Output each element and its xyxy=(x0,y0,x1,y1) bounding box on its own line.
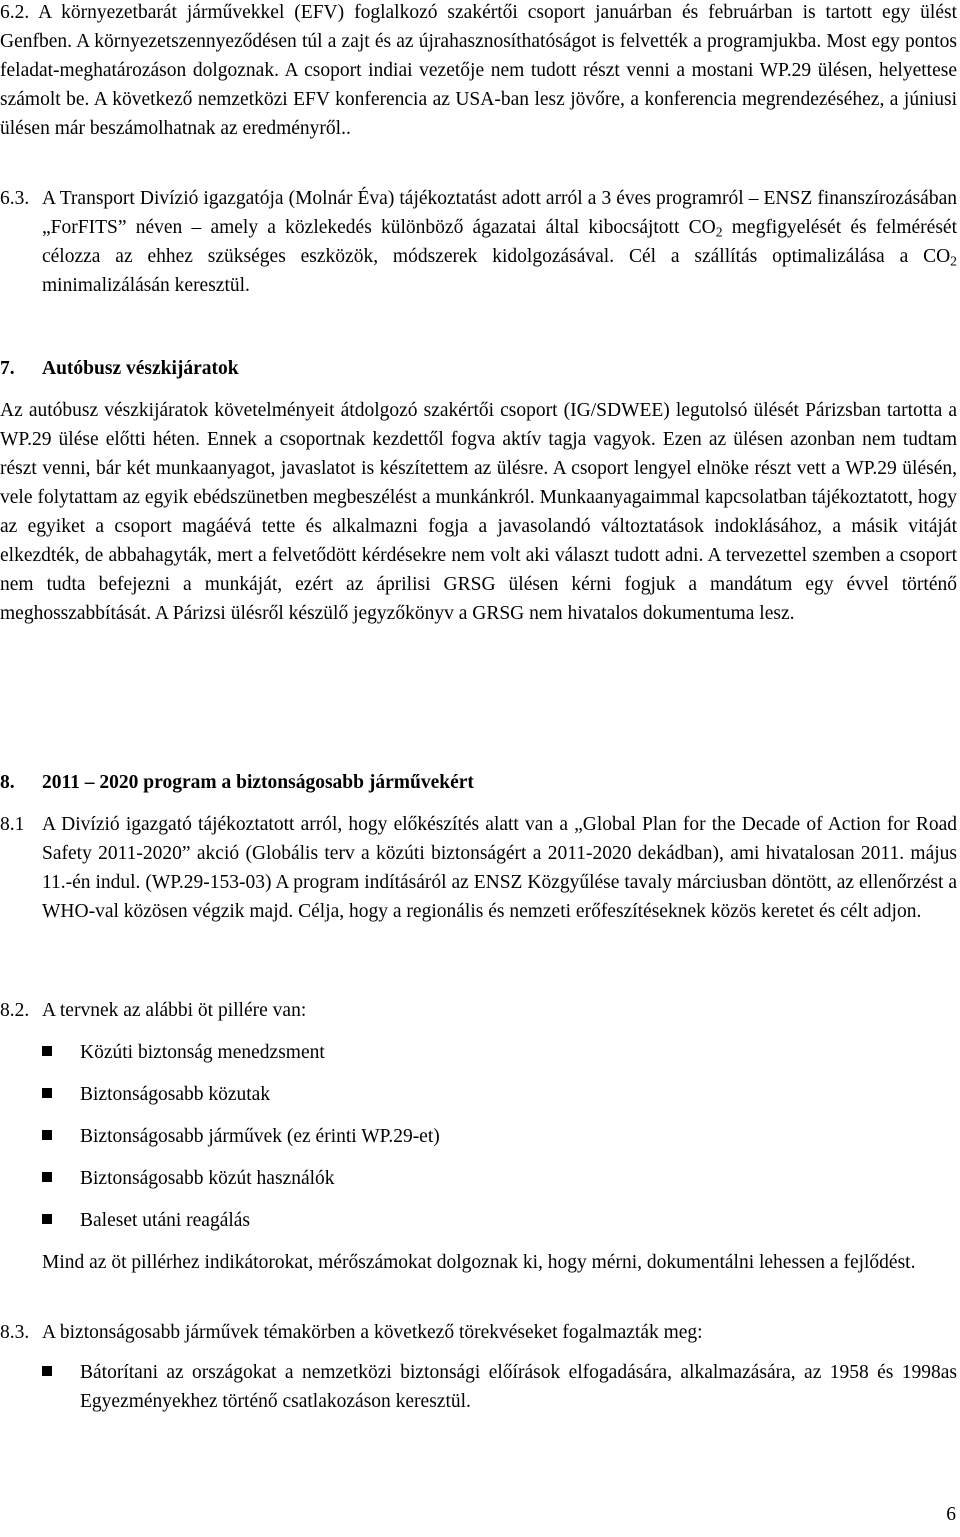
section-7-body: Az autóbusz vészkijáratok követelményeit átdolgozó szakértői csoport (IG/SDWEE) legutolsó ülését Párizsban tartotta a WP.29 ülése előtti héten. Ennek a csoportnak kezdettől fogva aktív tagja vagyok. Ezen az ülésen azonban nem tudtam részt venni, bár két munkaanyagot, javaslatot is készítettem az ülésre. A csoport lengyel elnöke részt vett a WP.29 ülésén, vele folytattam az egyik ebédszünetben megbeszélést a munkánkról. Munkaanyagaimmal kapcsolatban tájékoztatott, hogy az egyiket a csoport magáévá tette és alkalmazni fogja a javasolandó változtatások indoklásához, a másik vitáját elkezdték, de abbahagyták, mert a felvetődött kérdésekre nem volt aki választ tudott adni. A tervezettel szemben a csoport nem tudta befejezni a munkáját, ezért az áprilisi GRSG ülésen kérni fogjuk a mandátum egy évvel történő meghosszabbítását. A Párizsi ülésről készülő jegyzőkönyv a GRSG nem hivatalos dokumentuma lesz. xyxy=(0,400,957,624)
list-item: Biztonságosabb járművek (ez érinti WP.29-et) xyxy=(42,1122,957,1151)
paragraph-6-3 xyxy=(0,184,957,300)
paragraph-8-1 xyxy=(0,810,957,926)
paragraph-8-3-text: A biztonságosabb járművek témakörben a következő törekvéseket fogalmazták meg: xyxy=(42,1322,703,1343)
list-item: Baleset utáni reagálás xyxy=(42,1206,957,1235)
bullet-square-icon xyxy=(42,1088,52,1098)
paragraph-6-3-number: 6.3. xyxy=(0,188,30,209)
paragraph-8-3 xyxy=(0,1318,957,1347)
bullet-square-icon xyxy=(42,1130,52,1140)
section-8-title: 2011 – 2020 program a biztonságosabb járművekért xyxy=(42,772,474,793)
section-7-number: 7. xyxy=(0,358,15,379)
bullet-square-icon xyxy=(42,1214,52,1224)
paragraph-8-2-text: A tervnek az alábbi öt pillére van: xyxy=(42,1000,307,1021)
page-number: 6 xyxy=(946,1504,956,1525)
safer-vehicles-list xyxy=(42,1358,957,1416)
section-8-heading xyxy=(0,768,474,797)
list-item: Biztonságosabb közút használók xyxy=(42,1164,957,1193)
paragraph-8-1-number: 8.1 xyxy=(0,814,25,835)
pillars-list xyxy=(42,1038,957,1235)
section-8-number: 8. xyxy=(0,772,15,793)
paragraph-8-2-number: 8.2. xyxy=(0,1000,30,1021)
paragraph-8-2 xyxy=(0,996,957,1025)
list-item: Közúti biztonság menedzsment xyxy=(42,1038,957,1067)
paragraph-8-3-number: 8.3. xyxy=(0,1322,30,1343)
bullet-square-icon xyxy=(42,1046,52,1056)
section-7-heading xyxy=(0,354,239,383)
list-item: Biztonságosabb közutak xyxy=(42,1080,957,1109)
paragraph-8-1-text: A Divízió igazgató tájékoztatott arról, hogy előkészítés alatt van a „Global Plan for the Decade of Action for Road Safety 2011-2020” akció (Globális terv a közúti biztonságért a 2011-2020 dekádban), ami hivatalosan 2011. május 11.-én indul. (WP.29-153-03) A program indításáról az ENSZ Közgyűlése tavaly márciusban döntött, az ellenőrzést a WHO-val közösen végzik majd. Célja, hogy a regionális és nemzeti erőfeszítéseknek közös keretet és célt adjon. xyxy=(42,814,957,922)
section-7-title: Autóbusz vészkijáratok xyxy=(42,358,239,379)
list-item: Bátorítani az országokat a nemzetközi biztonsági előírások elfogadására, alkalmazására, az 1958 és 1998as Egyezményekhez történő csatlakozáson keresztül. xyxy=(42,1358,957,1416)
paragraph-6-2: 6.2. A környezetbarát járművekkel (EFV) foglalkozó szakértői csoport januárban és februárban is tartott egy ülést Genfben. A környezetszennyeződésen túl a zajt és az újrahasznosíthatóságot is felvették a programjukba. Most egy pontos feladat-meghatározáson dolgoznak. A csoport indiai vezetője nem tudott részt venni a mostani WP.29 ülésen, helyettese számolt be. A következő nemzetközi EFV konferencia az USA-ban lesz jövőre, a konferencia megrendezéséhez, a júniusi ülésen már beszámolhatnak az eredményről.. xyxy=(0,2,957,139)
bullet-square-icon xyxy=(42,1366,52,1376)
pillars-note: Mind az öt pillérhez indikátorokat, mérőszámokat dolgoznak ki, hogy mérni, dokumentálni lehessen a fejlődést. xyxy=(42,1252,916,1273)
bullet-square-icon xyxy=(42,1172,52,1182)
paragraph-6-3-text: A Transport Divízió igazgatója (Molnár Éva) tájékoztatást adott arról a 3 éves programról – ENSZ finanszírozásában „ForFITS” néven – amely a közlekedés különböző ágazatai által kibocsájtott $CO_2$ megfigyelését és felmérését célozza az ehhez szükséges eszközök, módszerek kidolgozásával. Cél a szállítás optimalizálása a $CO_2$ minimalizálásán keresztül. xyxy=(42,188,957,296)
